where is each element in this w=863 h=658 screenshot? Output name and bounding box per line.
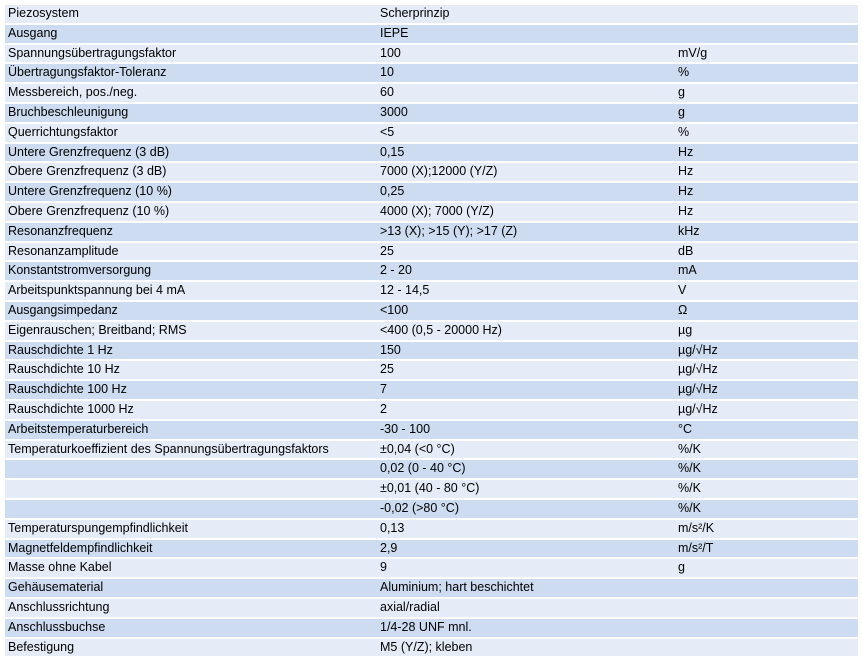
spec-unit-cell: Ω [675,302,858,322]
spec-unit-cell: µg [675,322,858,342]
spec-name-cell: Rauschdichte 1 Hz [5,342,377,362]
spec-unit-cell: %/K [675,500,858,520]
spec-value-cell: M5 (Y/Z); kleben [377,639,675,658]
spec-name-cell: Ausgangsimpedanz [5,302,377,322]
spec-row [5,460,858,480]
spec-value-cell: >13 (X); >15 (Y); >17 (Z) [377,223,675,243]
spec-unit-cell: dB [675,243,858,263]
spec-value-cell: <400 (0,5 - 20000 Hz) [377,322,675,342]
spec-value-cell: 10 [377,64,675,84]
spec-value-cell: 150 [377,342,675,362]
spec-unit-cell: g [675,104,858,124]
spec-unit-cell: °C [675,421,858,441]
spec-row [5,520,858,540]
spec-unit-cell: µg/√Hz [675,342,858,362]
spec-unit-cell: g [675,84,858,104]
spec-row [5,401,858,421]
spec-unit-cell: %/K [675,460,858,480]
spec-value-cell: 2 [377,401,675,421]
spec-unit-cell [675,25,858,45]
spec-row [5,559,858,579]
spec-name-cell: Arbeitspunktspannung bei 4 mA [5,282,377,302]
spec-unit-cell: µg/√Hz [675,381,858,401]
spec-row [5,84,858,104]
spec-name-cell: Eigenrauschen; Breitband; RMS [5,322,377,342]
spec-value-cell: 25 [377,243,675,263]
spec-row [5,243,858,263]
spec-unit-cell [675,579,858,599]
spec-name-cell: Piezosystem [5,5,377,25]
spec-row [5,163,858,183]
spec-name-cell [5,480,377,500]
spec-name-cell: Rauschdichte 1000 Hz [5,401,377,421]
spec-name-cell: Ausgang [5,25,377,45]
spec-value-cell: 0,13 [377,520,675,540]
spec-name-cell: Masse ohne Kabel [5,559,377,579]
spec-value-cell: 0,15 [377,144,675,164]
spec-unit-cell: Hz [675,203,858,223]
spec-unit-cell: V [675,282,858,302]
spec-value-cell: 9 [377,559,675,579]
spec-row [5,64,858,84]
spec-value-cell: 4000 (X); 7000 (Y/Z) [377,203,675,223]
spec-name-cell: Bruchbeschleunigung [5,104,377,124]
spec-value-cell: 7 [377,381,675,401]
spec-row [5,203,858,223]
spec-name-cell: Befestigung [5,639,377,658]
spec-row [5,342,858,362]
spec-row [5,223,858,243]
spec-value-cell: -30 - 100 [377,421,675,441]
spec-row [5,25,858,45]
spec-value-cell: 25 [377,361,675,381]
spec-value-cell: 0,25 [377,183,675,203]
spec-unit-cell: mV/g [675,45,858,65]
spec-row [5,480,858,500]
spec-row [5,579,858,599]
spec-row [5,183,858,203]
spec-row [5,282,858,302]
spec-unit-cell: kHz [675,223,858,243]
spec-name-cell: Untere Grenzfrequenz (3 dB) [5,144,377,164]
spec-row [5,322,858,342]
spec-unit-cell: % [675,124,858,144]
spec-row [5,381,858,401]
spec-unit-cell: mA [675,262,858,282]
spec-unit-cell: µg/√Hz [675,361,858,381]
spec-value-cell: Aluminium; hart beschichtet [377,579,675,599]
spec-name-cell: Anschlussbuchse [5,619,377,639]
spec-value-cell: Scherprinzip [377,5,675,25]
spec-unit-cell [675,599,858,619]
spec-name-cell: Magnetfeldempfindlichkeit [5,540,377,560]
spec-value-cell: 3000 [377,104,675,124]
spec-value-cell: 0,02 (0 - 40 °C) [377,460,675,480]
spec-value-cell: <5 [377,124,675,144]
spec-row [5,639,858,658]
spec-value-cell: 1/4-28 UNF mnl. [377,619,675,639]
spec-unit-cell: %/K [675,441,858,461]
spec-row [5,361,858,381]
spec-name-cell: Untere Grenzfrequenz (10 %) [5,183,377,203]
spec-row [5,599,858,619]
spec-value-cell: 100 [377,45,675,65]
spec-row [5,302,858,322]
spec-value-cell: <100 [377,302,675,322]
spec-unit-cell: Hz [675,144,858,164]
spec-name-cell: Arbeitstemperaturbereich [5,421,377,441]
spec-name-cell: Konstantstromversorgung [5,262,377,282]
spec-value-cell: 60 [377,84,675,104]
spec-value-cell: IEPE [377,25,675,45]
spec-table-body [5,5,858,658]
spec-name-cell: Obere Grenzfrequenz (3 dB) [5,163,377,183]
spec-name-cell: Rauschdichte 10 Hz [5,361,377,381]
spec-unit-cell [675,5,858,25]
spec-value-cell: 7000 (X);12000 (Y/Z) [377,163,675,183]
spec-unit-cell: Hz [675,183,858,203]
spec-row [5,45,858,65]
spec-row [5,104,858,124]
spec-unit-cell: m/s²/T [675,540,858,560]
spec-row [5,441,858,461]
spec-name-cell [5,500,377,520]
spec-name-cell: Querrichtungsfaktor [5,124,377,144]
spec-unit-cell: m/s²/K [675,520,858,540]
spec-name-cell: Temperaturspungempfindlichkeit [5,520,377,540]
spec-name-cell: Übertragungsfaktor-Toleranz [5,64,377,84]
spec-row [5,500,858,520]
spec-name-cell: Obere Grenzfrequenz (10 %) [5,203,377,223]
spec-unit-cell: %/K [675,480,858,500]
spec-table [5,5,858,658]
spec-value-cell: ±0,01 (40 - 80 °C) [377,480,675,500]
spec-value-cell: 12 - 14,5 [377,282,675,302]
spec-value-cell: 2 - 20 [377,262,675,282]
spec-unit-cell: % [675,64,858,84]
spec-row [5,5,858,25]
spec-name-cell: Resonanzamplitude [5,243,377,263]
spec-name-cell: Messbereich, pos./neg. [5,84,377,104]
spec-row [5,144,858,164]
spec-row [5,619,858,639]
spec-value-cell: -0,02 (>80 °C) [377,500,675,520]
spec-unit-cell: Hz [675,163,858,183]
spec-unit-cell [675,639,858,658]
spec-value-cell: 2,9 [377,540,675,560]
spec-name-cell: Anschlussrichtung [5,599,377,619]
spec-name-cell: Gehäusematerial [5,579,377,599]
spec-name-cell: Spannungsübertragungsfaktor [5,45,377,65]
spec-name-cell: Resonanzfrequenz [5,223,377,243]
spec-value-cell: ±0,04 (<0 °C) [377,441,675,461]
spec-name-cell: Temperaturkoeffizient des Spannungsübertragungsfaktors [5,441,377,461]
spec-value-cell: axial/radial [377,599,675,619]
spec-unit-cell [675,619,858,639]
spec-row [5,124,858,144]
spec-name-cell: Rauschdichte 100 Hz [5,381,377,401]
spec-row [5,421,858,441]
spec-unit-cell: g [675,559,858,579]
spec-row [5,540,858,560]
spec-row [5,262,858,282]
spec-unit-cell: µg/√Hz [675,401,858,421]
spec-name-cell [5,460,377,480]
